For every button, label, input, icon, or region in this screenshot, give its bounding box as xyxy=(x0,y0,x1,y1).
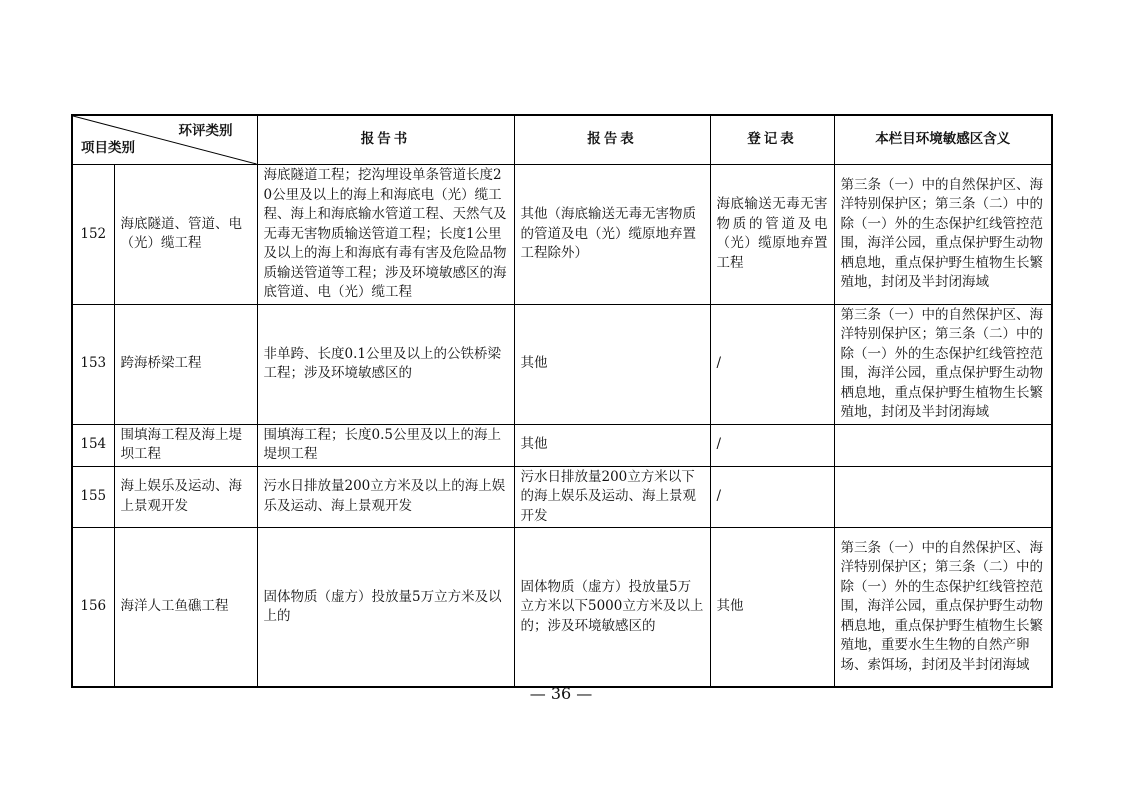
report-requirement: 污水日排放量200立方米及以上的海上娱乐及运动、海上景观开发 xyxy=(257,466,514,528)
table-row xyxy=(72,165,1052,305)
sensitive-area-meaning: 第三条（一）中的自然保护区、海洋特别保护区；第三条（二）中的除（一）外的生态保护红线管控范围，海洋公园，重点保护野生动物栖息地，重点保护野生植物生长繁殖地，封闭及半封闭海域 xyxy=(834,304,1052,424)
row-number: 154 xyxy=(72,424,114,466)
project-name: 围填海工程及海上堤坝工程 xyxy=(114,424,257,466)
sensitive-area-meaning: 第三条（一）中的自然保护区、海洋特别保护区；第三条（二）中的除（一）外的生态保护红线管控范围，海洋公园，重点保护野生动物栖息地，重点保护野生植物生长繁殖地，封闭及半封闭海域 xyxy=(834,165,1052,305)
project-name: 海洋人工鱼礁工程 xyxy=(114,528,257,688)
page-number: — 36 — xyxy=(529,684,593,703)
sensitive-area-meaning: 第三条（一）中的自然保护区、海洋特别保护区；第三条（二）中的除（一）外的生态保护红线管控范围，海洋公园，重点保护野生动物栖息地，重点保护野生植物生长繁殖地，重要水生生物的自然产卵场、索饵场，封闭及半封闭海域 xyxy=(834,528,1052,688)
register-requirement: 海底输送无毒无害物质的管道及电（光）缆原地弃置工程 xyxy=(710,165,834,305)
row-number: 155 xyxy=(72,466,114,528)
project-category-label: 项目类别 xyxy=(81,139,135,156)
report-table-requirement: 其他（海底输送无毒无害物质的管道及电（光）缆原地弃置工程除外） xyxy=(514,165,710,305)
table-row xyxy=(72,304,1052,424)
sensitive-area-meaning xyxy=(834,424,1052,466)
table-header-row xyxy=(72,115,1052,165)
table-row xyxy=(72,424,1052,466)
classification-table xyxy=(71,114,1053,688)
header-report-table: 报告表 xyxy=(514,115,710,165)
report-requirement: 非单跨、长度0.1公里及以上的公铁桥梁工程；涉及环境敏感区的 xyxy=(257,304,514,424)
sensitive-area-meaning xyxy=(834,466,1052,528)
report-requirement: 固体物质（虚方）投放量5万立方米及以上的 xyxy=(257,528,514,688)
project-name: 跨海桥梁工程 xyxy=(114,304,257,424)
report-table-requirement: 其他 xyxy=(514,424,710,466)
project-name: 海底隧道、管道、电（光）缆工程 xyxy=(114,165,257,305)
report-table-requirement: 固体物质（虚方）投放量5万立方米以下5000立方米及以上的；涉及环境敏感区的 xyxy=(514,528,710,688)
header-register: 登记表 xyxy=(710,115,834,165)
report-requirement: 围填海工程；长度0.5公里及以上的海上堤坝工程 xyxy=(257,424,514,466)
header-sensitive-area: 本栏目环境敏感区含义 xyxy=(834,115,1052,165)
register-requirement: / xyxy=(710,424,834,466)
register-requirement: 其他 xyxy=(710,528,834,688)
row-number: 152 xyxy=(72,165,114,305)
table-row xyxy=(72,466,1052,528)
table-row xyxy=(72,528,1052,688)
header-report: 报告书 xyxy=(257,115,514,165)
diagonal-header-cell xyxy=(72,115,257,165)
report-table-requirement: 污水日排放量200立方米以下的海上娱乐及运动、海上景观开发 xyxy=(514,466,710,528)
register-requirement: / xyxy=(710,304,834,424)
project-name: 海上娱乐及运动、海上景观开发 xyxy=(114,466,257,528)
report-table-requirement: 其他 xyxy=(514,304,710,424)
report-requirement: 海底隧道工程；挖沟埋设单条管道长度20公里及以上的海上和海底电（光）缆工程、海上和海底输水管道工程、天然气及无毒无害物质输送管道工程；长度1公里及以上的海上和海底有毒有害及危险品物质输送管道等工程；涉及环境敏感区的海底管道、电（光）缆工程 xyxy=(257,165,514,305)
row-number: 156 xyxy=(72,528,114,688)
row-number: 153 xyxy=(72,304,114,424)
env-category-label: 环评类别 xyxy=(178,123,233,139)
register-requirement: / xyxy=(710,466,834,528)
